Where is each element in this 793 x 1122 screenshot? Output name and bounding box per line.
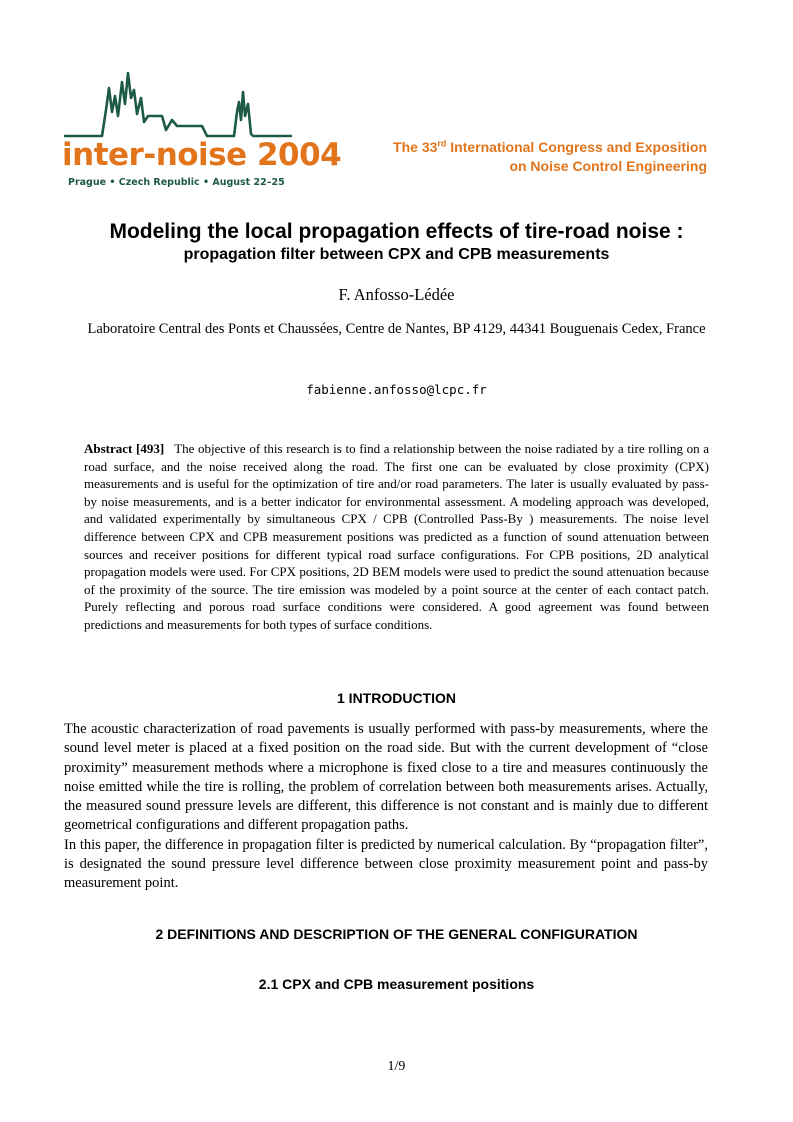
conference-logo (62, 68, 342, 193)
section-heading-definitions: 2 DEFINITIONS AND DESCRIPTION OF THE GENERAL CONFIGURATION (155, 926, 638, 942)
author-email[interactable]: fabienne.anfosso@lcpc.fr (306, 382, 487, 397)
author-name: F. Anfosso-Lédée (338, 285, 455, 304)
abstract-text: The objective of this research is to find a relationship between the noise radiated by a tire rolling on a road surface, and the noise received along the road. The first one can be evaluated by close proximity (CPX) measurements and is useful for the optimization of tire and/or road parameters. The later is usually evaluated by pass-by noise measurements, and is a better indicator for environmental assessment. A modeling approach was developed, and validated experimentally by simultaneous CPX / CPB (Controlled Pass-By ) measurements. The noise level difference between CPX and CPB measurement positions was predicted as a function of sound attenuation between sources and receiver positions for different typical road surface configurations. For CPB positions, 2D analytical propagation models were used. For CPX positions, 2D BEM models were used to predict the sound attenuation because of the proximity of the source. The tire emission was modeled by a point source at the center of each contact patch. Purely reflecting and porous road surface conditions were considered. A good agreement was found between predictions and measurements for both types of surface conditions. (84, 441, 709, 632)
introduction-body (64, 720, 708, 894)
congress-line-1: The 33rd International Congress and Exposition (393, 138, 707, 155)
congress-line-2: on Noise Control Engineering (509, 158, 707, 174)
paragraph: The acoustic characterization of road pavements is usually performed with pass-by measurements, where the sound level meter is placed at a fixed position on the road side. But with the current development of “close proximity” measurement methods where a microphone is fixed close to a tire and measures continuously the noise emitted while the tire is rolling, the problem of correlation between both measurements arises. Actually, the measured sound pressure levels are different, this difference is not constant and is mainly due to different geometrical configurations and different propagation paths. (64, 721, 708, 834)
congress-heading (393, 138, 707, 176)
section-heading-introduction: 1 INTRODUCTION (337, 690, 456, 706)
paper-subtitle: propagation filter between CPX and CPB measurements (183, 246, 610, 263)
paper-title: Modeling the local propagation effects of tire-road noise : (109, 220, 684, 243)
logo-location-date: Prague • Czech Republic • August 22–25 (68, 177, 285, 188)
author-affiliation: Laboratoire Central des Ponts et Chaussées, Centre de Nantes, BP 4129, 44341 Bouguenais Cedex, France (87, 321, 706, 337)
paragraph: In this paper, the difference in propagation filter is predicted by numerical calculation. By “propagation filter”, is designated the sound pressure level difference between close proximity measurement point and pass-by measurement point. (64, 836, 708, 892)
subsection-heading-positions: 2.1 CPX and CPB measurement positions (258, 976, 535, 992)
abstract (84, 440, 709, 634)
skyline-icon (62, 68, 297, 143)
logo-wordmark: inter-noise 2004 (62, 137, 342, 173)
abstract-label: Abstract [493] (84, 441, 165, 456)
page-number: 1/9 (387, 1059, 406, 1074)
